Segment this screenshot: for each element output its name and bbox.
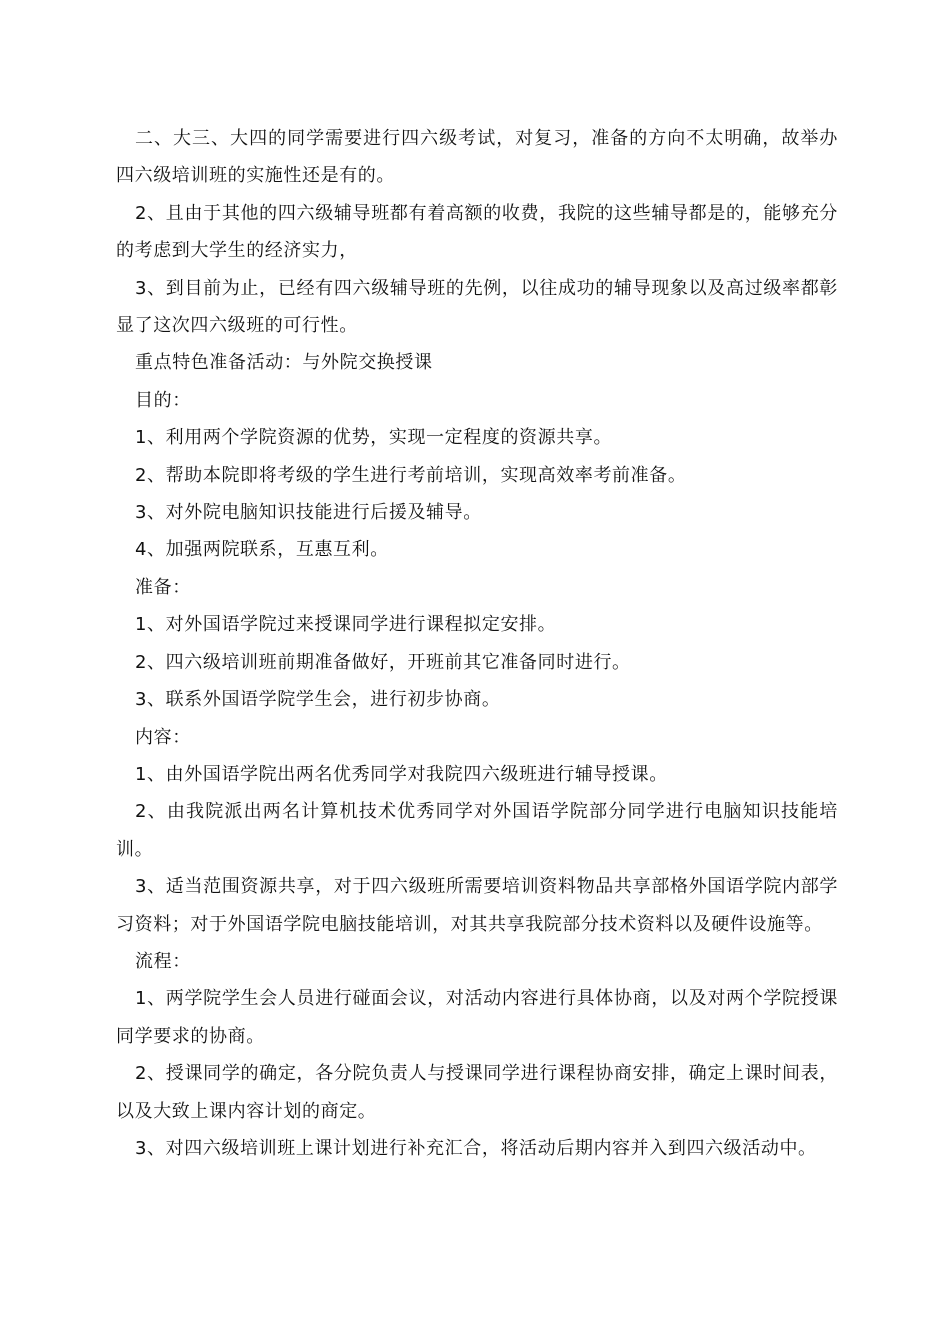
subheading-preparation: 准备： (135, 576, 191, 598)
purpose-item-2: 2、帮助本院即将考级的学生进行考前培训，实现高效率考前准备。 (135, 464, 687, 486)
preparation-item-3: 3、联系外国语学院学生会，进行初步协商。 (135, 689, 501, 711)
purpose-item-3: 3、对外院电脑知识技能进行后援及辅导。 (135, 502, 482, 524)
preparation-item-2: 2、四六级培训班前期准备做好，开班前其它准备同时进行。 (135, 651, 631, 673)
process-item-2: 2、授课同学的确定，各分院负责人与授课同学进行课程协商安排，确定上课时间表，以及大致上课内容计划的商定。 (116, 1063, 838, 1122)
paragraph-intro-3: 3、到目前为止，已经有四六级辅导班的先例，以往成功的辅导现象以及高过级率都彰显了这次四六级班的可行性。 (116, 277, 838, 337)
content-item-1: 1、由外国语学院出两名优秀同学对我院四六级班进行辅导授课。 (135, 763, 668, 785)
content-item-3: 3、适当范围资源共享，对于四六级班所需要培训资料物品共享部格外国语学院内部学习资料；对于外国语学院电脑技能培训，对其共享我院部分技术资料以及硬件设施等。 (116, 876, 838, 935)
preparation-item-1: 1、对外国语学院过来授课同学进行课程拟定安排。 (135, 614, 557, 636)
document-body (116, 120, 838, 1167)
purpose-item-4: 4、加强两院联系，互惠互利。 (135, 539, 389, 561)
process-item-3: 3、对四六级培训班上课计划进行补充汇合，将活动后期内容并入到四六级活动中。 (135, 1137, 817, 1159)
subheading-content: 内容： (135, 726, 191, 748)
subheading-process: 流程： (135, 950, 191, 972)
paragraph-intro-1: 二、大三、大四的同学需要进行四六级考试，对复习，准备的方向不太明确，故举办四六级培训班的实施性还是有的。 (116, 128, 838, 187)
paragraph-intro-2: 2、且由于其他的四六级辅导班都有着高额的收费，我院的这些辅导都是的，能够充分的考虑到大学生的经济实力， (116, 202, 838, 262)
purpose-item-1: 1、利用两个学院资源的优势，实现一定程度的资源共享。 (135, 427, 613, 449)
content-item-2: 2、由我院派出两名计算机技术优秀同学对外国语学院部分同学进行电脑知识技能培训。 (116, 801, 838, 860)
subheading-purpose: 目的： (135, 389, 191, 411)
section-heading-activity: 重点特色准备活动：与外院交换授课 (135, 352, 433, 374)
process-item-1: 1、两学院学生会人员进行碰面会议，对活动内容进行具体协商，以及对两个学院授课同学要求的协商。 (116, 988, 838, 1047)
